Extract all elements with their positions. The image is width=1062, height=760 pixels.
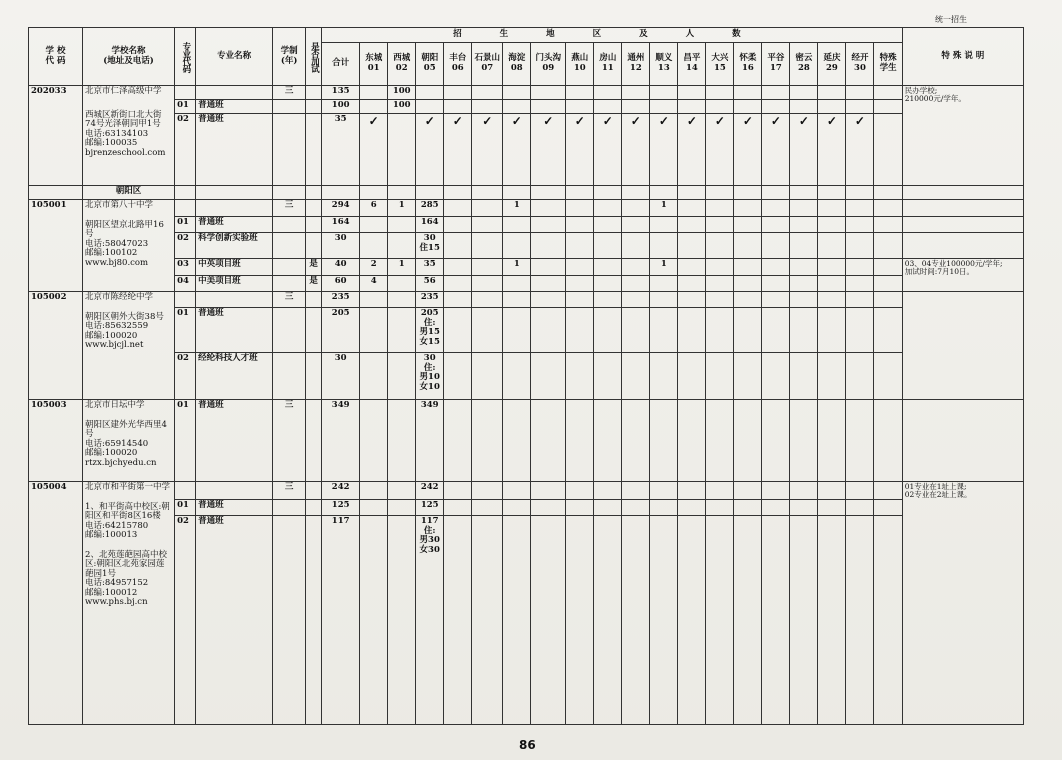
district-header: 海淀 08 — [503, 43, 531, 86]
table-row: 02 普通班 117 117 住: 男30 女30 — [29, 516, 1024, 725]
district-header: 丰台 06 — [444, 43, 472, 86]
table-row: 105002 北京市陈经纶中学 朝阳区朝外大街38号 电话:85632559 邮编:100020 www.bjcjl.net 三 235 235 — [29, 292, 1024, 308]
col-notes: 特 殊 说 明 — [902, 28, 1023, 86]
col-major-name: 专业名称 — [196, 28, 273, 86]
district-header: 东城 01 — [360, 43, 388, 86]
district-header: 密云 28 — [790, 43, 818, 86]
check-icon: ✓ — [790, 114, 818, 186]
district-header: 顺义 13 — [650, 43, 678, 86]
check-icon: ✓ — [360, 114, 388, 186]
district-header: 平谷 17 — [762, 43, 790, 86]
district-header: 门头沟 09 — [531, 43, 566, 86]
school-code: 202033 — [29, 86, 83, 186]
notes: 民办学校; 210000元/学年。 — [902, 86, 1023, 186]
school-info: 北京市仁泽高级中学 西城区新街口北大街74号光泽朝同甲1号 电话:63134103 邮编:100035 bjrenzeschool.com — [83, 86, 175, 186]
district-header: 燕山 10 — [566, 43, 594, 86]
district-header: 通州 12 — [622, 43, 650, 86]
check-icon: ✓ — [762, 114, 790, 186]
col-duration: 学制 (年) — [273, 28, 306, 86]
check-icon: ✓ — [503, 114, 531, 186]
district-label: 朝阳区 — [83, 186, 175, 200]
table-row: 02 经纶科技人才班 30 30 住: 男10 女10 — [29, 353, 1024, 400]
check-icon: ✓ — [566, 114, 594, 186]
school-code: 105002 — [29, 292, 83, 400]
table-row: 105004 北京市和平街第一中学 1、和平街高中校区:朝阳区和平街8区16楼 电话:64215780 邮编:100013 2、北苑莲葩园高中校区:朝阳区北苑家园莲葩园1号 电话:84957152 邮编:100012 www.phs.bj.cn 三 242 242 01专业在1址上课; 02专业在2址上课。 — [29, 482, 1024, 500]
table-row: 02 科学创新实验班 30 30 住15 — [29, 233, 1024, 259]
table-row: 01 普通班 205 205 住: 男15 女15 — [29, 308, 1024, 353]
col-addtest: 是否加试 — [306, 28, 322, 86]
table-row: 105001 北京市第八十中学 朝阳区望京北路甲16号 电话:58047023 邮编:100102 www.bj80.com 三 294 6 1 285 1 1 — [29, 200, 1024, 217]
district-header: 房山 11 — [594, 43, 622, 86]
school-code: 105004 — [29, 482, 83, 725]
enrollment-table — [28, 27, 1024, 725]
table-row: 01 普通班 100 100 — [29, 100, 1024, 114]
check-icon: ✓ — [706, 114, 734, 186]
enrollment-region-header: 招 生 地 区 及 人 数 — [322, 28, 903, 43]
district-header: 怀柔 16 — [734, 43, 762, 86]
page-tag: 统一招生 — [935, 15, 967, 24]
notes: 01专业在1址上课; 02专业在2址上课。 — [902, 482, 1023, 725]
col-school-code: 学 校 代 码 — [29, 28, 83, 86]
district-header: 西城 02 — [388, 43, 416, 86]
table-row: 03 中英项目班 是 40 2 1 35 1 1 03、04专业100000元/学年; 加试时间:7月10日。 — [29, 259, 1024, 276]
school-info: 北京市和平街第一中学 1、和平街高中校区:朝阳区和平街8区16楼 电话:64215780 邮编:100013 2、北苑莲葩园高中校区:朝阳区北苑家园莲葩园1号 电话:84957152 邮编:100012 www.phs.bj.cn — [83, 482, 175, 725]
col-school-name: 学校名称 (地址及电话) — [83, 28, 175, 86]
page-number: 86 — [519, 738, 536, 752]
district-header: 合计 — [322, 43, 360, 86]
notes: 03、04专业100000元/学年; 加试时间:7月10日。 — [902, 259, 1023, 292]
check-icon: ✓ — [416, 114, 444, 186]
school-info: 北京市陈经纶中学 朝阳区朝外大街38号 电话:85632559 邮编:100020 www.bjcjl.net — [83, 292, 175, 400]
table-row: 04 中美项目班 是 60 4 56 — [29, 276, 1024, 292]
school-info: 北京市日坛中学 朝阳区建外光华西里4号 电话:65914540 邮编:100020 rtzx.bjchyedu.cn — [83, 400, 175, 482]
school-code: 105001 — [29, 200, 83, 292]
check-icon: ✓ — [650, 114, 678, 186]
school-info: 北京市第八十中学 朝阳区望京北路甲16号 电话:58047023 邮编:100102 www.bj80.com — [83, 200, 175, 292]
district-header: 延庆 29 — [818, 43, 846, 86]
table-row: 02 普通班 35 ✓ ✓ ✓ ✓ ✓ ✓ ✓ ✓ ✓ ✓ ✓ ✓ ✓ ✓ ✓ ✓ ✓ — [29, 114, 1024, 186]
district-header: 大兴 15 — [706, 43, 734, 86]
district-header: 特殊 学生 — [874, 43, 902, 86]
table-row: 202033 北京市仁泽高级中学 西城区新街口北大街74号光泽朝同甲1号 电话:63134103 邮编:100035 bjrenzeschool.com 三 135 100 民办学校; 210000元/学年。 — [29, 86, 1024, 100]
district-divider-row — [29, 186, 1024, 200]
header-row-1 — [29, 28, 1024, 43]
check-icon: ✓ — [594, 114, 622, 186]
table-row: 01 普通班 164 164 — [29, 217, 1024, 233]
table-row: 105003 北京市日坛中学 朝阳区建外光华西里4号 电话:65914540 邮编:100020 rtzx.bjchyedu.cn 01 普通班 三 349 349 — [29, 400, 1024, 482]
check-icon: ✓ — [846, 114, 874, 186]
district-header: 昌平 14 — [678, 43, 706, 86]
district-header: 石景山 07 — [472, 43, 503, 86]
check-icon: ✓ — [734, 114, 762, 186]
district-header: 朝阳 05 — [416, 43, 444, 86]
col-major-code: 专业代码 — [175, 28, 196, 86]
check-icon: ✓ — [444, 114, 472, 186]
check-icon: ✓ — [472, 114, 503, 186]
table-row: 01 普通班 125 125 — [29, 500, 1024, 516]
check-icon: ✓ — [678, 114, 706, 186]
school-code: 105003 — [29, 400, 83, 482]
check-icon: ✓ — [622, 114, 650, 186]
district-header: 经开 30 — [846, 43, 874, 86]
check-icon: ✓ — [531, 114, 566, 186]
check-icon: ✓ — [818, 114, 846, 186]
